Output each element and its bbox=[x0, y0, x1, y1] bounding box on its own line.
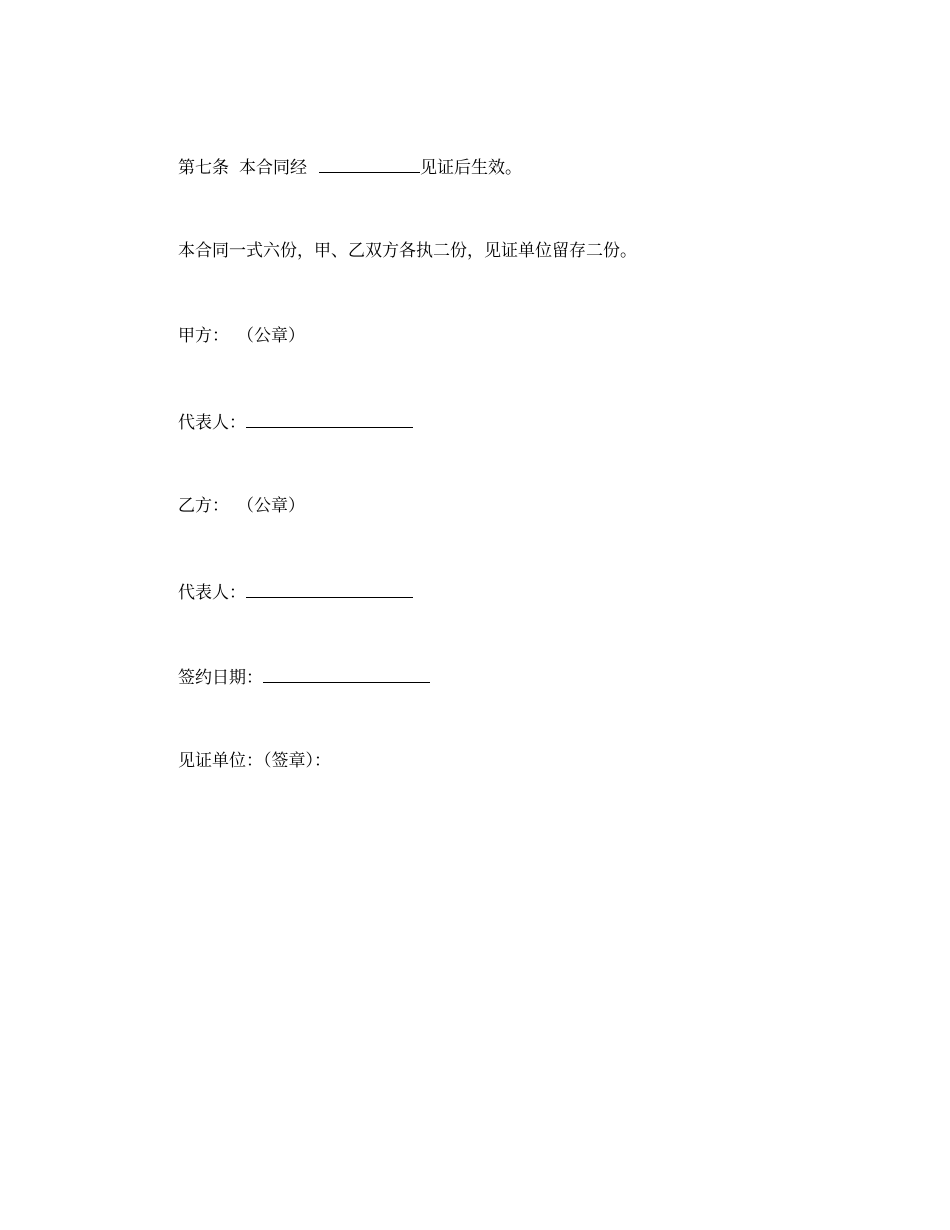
party-a-representative-label: 代表人： bbox=[178, 413, 246, 433]
witness-unit-seal: （签章）： bbox=[263, 751, 331, 771]
party-a-line bbox=[178, 325, 305, 347]
witness-unit-label: 见证单位： bbox=[178, 751, 263, 771]
sign-date-line bbox=[178, 665, 430, 689]
witness-unit-line bbox=[178, 750, 331, 772]
clause-seven-text-before: 本合同经 bbox=[239, 158, 307, 178]
sign-date-blank[interactable] bbox=[263, 665, 430, 683]
party-b-representative-blank[interactable] bbox=[246, 580, 413, 598]
party-b-representative-line bbox=[178, 580, 413, 604]
party-b-line bbox=[178, 495, 305, 517]
clause-seven-line bbox=[178, 155, 522, 179]
clause-seven-number: 第七条 bbox=[178, 158, 229, 178]
party-b-representative-label: 代表人： bbox=[178, 583, 246, 603]
sign-date-label: 签约日期： bbox=[178, 668, 263, 688]
clause-seven-text-after: 见证后生效。 bbox=[420, 158, 522, 178]
party-a-label: 甲方： bbox=[178, 326, 229, 346]
party-a-representative-line bbox=[178, 410, 413, 434]
party-a-representative-blank[interactable] bbox=[246, 410, 413, 428]
party-b-label: 乙方： bbox=[178, 496, 229, 516]
party-b-seal: （公章） bbox=[237, 496, 305, 516]
witness-blank-field[interactable] bbox=[319, 155, 420, 173]
copies-statement: 本合同一式六份，甲、乙双方各执二份，见证单位留存二份。 bbox=[178, 241, 637, 261]
party-a-seal: （公章） bbox=[237, 326, 305, 346]
